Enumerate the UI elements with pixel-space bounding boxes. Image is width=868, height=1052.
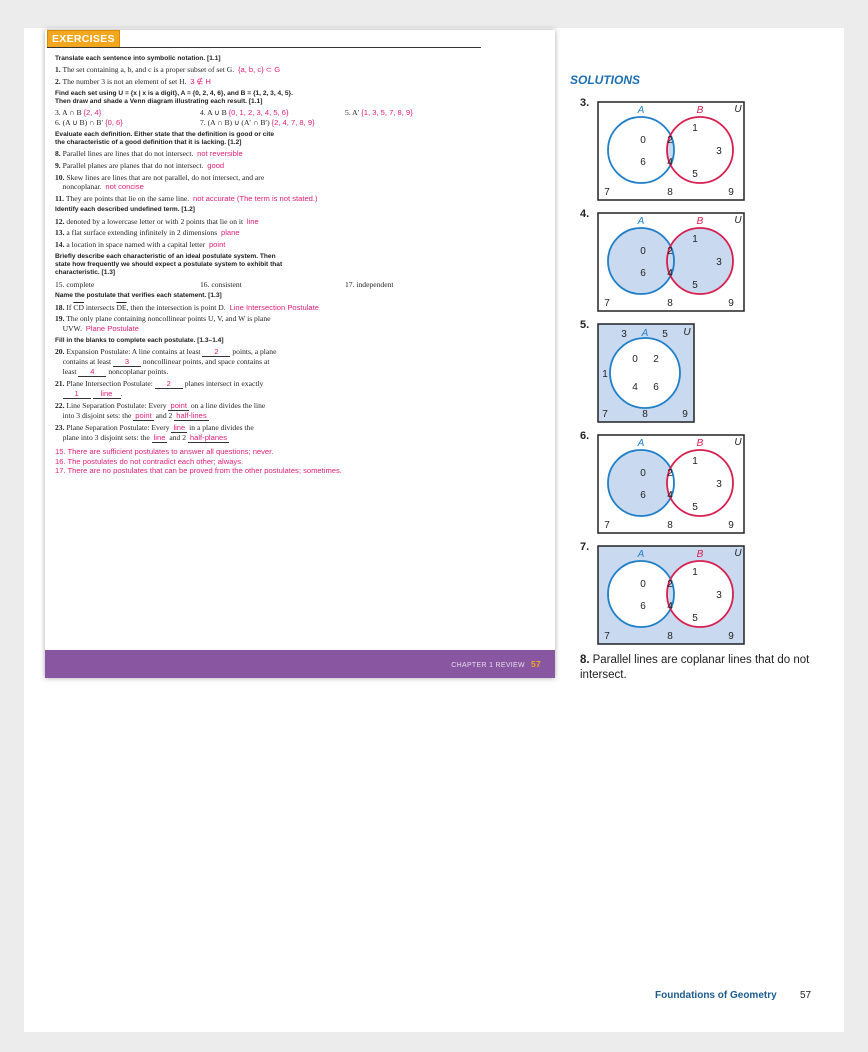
exercise-item: 16. consistent	[200, 279, 242, 289]
svg-text:0: 0	[632, 354, 638, 365]
svg-text:2: 2	[667, 579, 673, 590]
svg-text:5: 5	[692, 280, 698, 291]
section-heading: Briefly describe each characteristic of an ideal postulate system. Then state how frequently we should expect a postulate system to exhibit that characteristic. [1.3]	[55, 252, 283, 277]
svg-text:4: 4	[667, 268, 673, 279]
svg-text:1: 1	[692, 123, 698, 134]
answer-text: {a, b, c} ⊂ G	[237, 65, 281, 75]
venn-diagram-5	[597, 323, 695, 423]
exercise-row	[55, 280, 495, 290]
svg-text:8: 8	[642, 409, 648, 420]
svg-text:7: 7	[604, 298, 610, 309]
svg-text:7: 7	[604, 631, 610, 642]
svg-text:8: 8	[667, 298, 673, 309]
exercise-item: 10. Skew lines are lines that are not parallel, do not intersect, and are noncoplanar. not concise	[55, 172, 265, 192]
svg-text:2: 2	[653, 354, 659, 365]
svg-text:1: 1	[692, 567, 698, 578]
exercise-item: 14. a location in space named with a capital letter point	[55, 239, 226, 249]
svg-text:2: 2	[667, 468, 673, 479]
section-heading: Fill in the blanks to complete each postulate. [1.3–1.4]	[55, 336, 224, 344]
svg-text:6: 6	[640, 601, 646, 612]
exercise-item: 23. Plane Separation Postulate: Every line in a plane divides the plane into 3 disjoint sets: the line and 2 half-planes	[55, 422, 254, 442]
label-a: A	[637, 438, 645, 449]
svg-text:4: 4	[632, 382, 638, 393]
label-u: U	[734, 437, 742, 448]
solution-number-6: 6.	[580, 430, 590, 442]
exercise-item: 20. Expansion Postulate: A line contains at least 2 points, a plane contains at least 3 noncollinear points, and space contains at least 4 noncoplanar points.	[55, 346, 277, 376]
answer-16: 16. The postulates do not contradict each other; always.	[55, 456, 244, 466]
header-rule	[47, 47, 481, 48]
exercise-item: 11. They are points that lie on the same line. not accurate (The term is not stated.)	[55, 193, 318, 203]
svg-text:8: 8	[667, 187, 673, 198]
svg-text:7: 7	[604, 520, 610, 531]
footer-title: Foundations of Geometry	[655, 990, 777, 1001]
svg-text:9: 9	[728, 631, 734, 642]
exercise-row	[55, 118, 495, 128]
svg-text:3: 3	[716, 146, 722, 157]
exercise-item: 8. Parallel lines are lines that do not intersect. not reversible	[55, 149, 243, 159]
svg-text:1: 1	[692, 234, 698, 245]
exercise-item: 15. complete	[55, 279, 95, 289]
footer-page-number: 57	[800, 990, 812, 1001]
svg-text:2: 2	[667, 246, 673, 257]
exercise-item: 21. Plane Intersection Postulate: 2 planes intersect in exactly 1 line .	[55, 378, 264, 398]
svg-text:1: 1	[692, 456, 698, 467]
svg-text:4: 4	[667, 601, 673, 612]
answer-text: 3 ∉ H	[190, 77, 211, 86]
svg-text:9: 9	[728, 520, 734, 531]
chapter-page-number: 57	[530, 659, 541, 669]
exercise-item: 9. Parallel planes are planes that do not intersect. good	[55, 161, 225, 170]
answer-17: 17. There are no postulates that can be proved from the other postulates; sometimes.	[55, 466, 342, 476]
circle-a	[610, 338, 680, 408]
solution-8-text: Parallel lines are coplanar lines that do not intersect.	[580, 654, 810, 681]
svg-text:0: 0	[640, 246, 646, 257]
exercise-item: 2. The number 3 is not an element of set H. 3 ∉ H	[55, 77, 211, 86]
svg-text:8: 8	[667, 631, 673, 642]
svg-text:0: 0	[640, 135, 646, 146]
solution-8	[580, 653, 810, 683]
svg-text:7: 7	[604, 187, 610, 198]
venn-diagram-4	[597, 212, 745, 312]
exercise-item: 3. A ∩ B {2, 4}	[55, 108, 102, 118]
section-heading: Evaluate each definition. Either state that the definition is good or cite the characteristic of a good definition that it is lacking. [1.2]	[55, 130, 275, 146]
svg-text:2: 2	[667, 135, 673, 146]
svg-text:1: 1	[602, 369, 608, 380]
svg-text:3: 3	[716, 590, 722, 601]
solution-8-number: 8.	[580, 654, 590, 666]
exercises-header	[47, 29, 481, 49]
exercise-item: 22. Line Separation Postulate: Every point on a line divides the line into 3 disjoint sets: the point and 2 half-lines	[55, 400, 266, 420]
label-u: U	[734, 215, 742, 226]
exercise-item: 17. independent	[345, 279, 394, 289]
label-b: B	[696, 105, 704, 116]
svg-text:9: 9	[728, 187, 734, 198]
exercise-item: 19. The only plane containing noncollinear points U, V, and W is plane UVW. Plane Postulate	[55, 314, 271, 333]
section-heading: Identify each described undefined term. [1.2]	[55, 206, 195, 214]
venn-diagram-3	[597, 101, 745, 201]
solution-number-7: 7.	[580, 541, 590, 553]
chapter-footer-bar	[45, 650, 555, 678]
svg-text:5: 5	[692, 502, 698, 513]
solution-number-5: 5.	[580, 319, 590, 331]
answer-15: 15. There are sufficient postulates to answer all questions; never.	[55, 446, 274, 456]
svg-text:9: 9	[728, 298, 734, 309]
exercise-item: 7. (A ∩ B) ∪ (A′ ∩ B′) {2, 4, 7, 8, 9}	[200, 118, 315, 127]
exercise-item: 18. If $\overline{CD}$ intersects $\overline{DE}$, then the intersection is point D. Line Intersection Postulate	[55, 302, 319, 312]
label-b: B	[696, 216, 704, 227]
svg-text:6: 6	[640, 157, 646, 168]
label-a: A	[637, 105, 645, 116]
section-heading: Find each set using U = {x | x is a digit}, A = {0, 2, 4, 6}, and B = {1, 2, 3, 4, 5}. Then draw and shade a Venn diagram illustrating each result. [1.1]	[55, 89, 293, 105]
exercise-item: 4. A ∪ B {0, 1, 2, 3, 4, 5, 6}	[200, 108, 289, 118]
exercise-list	[55, 52, 495, 476]
venn-diagram-7	[597, 545, 745, 645]
exercise-item: 13. a flat surface extending infinitely in 2 dimensions plane	[55, 228, 240, 238]
label-a: A	[641, 328, 649, 339]
label-a: A	[637, 549, 645, 560]
exercise-item: 5. A′ {1, 3, 5, 7, 8, 9}	[345, 108, 413, 118]
label-u: U	[734, 104, 742, 115]
svg-text:3: 3	[716, 257, 722, 268]
solutions-title: SOLUTIONS	[570, 73, 641, 87]
solution-number-3: 3.	[580, 97, 590, 109]
chapter-footer-label: CHAPTER 1 REVIEW 57	[451, 659, 541, 669]
exercises-tag: EXERCISES	[47, 30, 120, 48]
svg-text:5: 5	[692, 169, 698, 180]
svg-text:0: 0	[640, 579, 646, 590]
svg-text:5: 5	[692, 613, 698, 624]
solution-number-4: 4.	[580, 208, 590, 220]
svg-text:5: 5	[662, 329, 668, 340]
svg-text:6: 6	[640, 490, 646, 501]
section-heading: Translate each sentence into symbolic notation. [1.1]	[55, 55, 221, 62]
svg-text:9: 9	[682, 409, 688, 420]
svg-text:4: 4	[667, 490, 673, 501]
svg-text:3: 3	[716, 479, 722, 490]
section-heading: Name the postulate that verifies each statement. [1.3]	[55, 292, 222, 300]
label-u: U	[734, 548, 742, 559]
svg-text:0: 0	[640, 468, 646, 479]
svg-text:6: 6	[640, 268, 646, 279]
svg-text:6: 6	[653, 382, 659, 393]
exercise-item: 6. (A ∪ B) ∩ B′ {0, 6}	[55, 118, 123, 127]
label-a: A	[637, 216, 645, 227]
exercise-row	[55, 108, 495, 118]
label-b: B	[696, 549, 704, 560]
svg-text:7: 7	[602, 409, 608, 420]
svg-text:3: 3	[621, 329, 627, 340]
exercise-item: 12. denoted by a lowercase letter or with 2 points that lie on it line	[55, 216, 259, 226]
exercise-item: 1. The set containing a, b, and c is a proper subset of set G. {a, b, c} ⊂ G	[55, 65, 281, 75]
svg-text:4: 4	[667, 157, 673, 168]
label-u: U	[683, 327, 691, 338]
svg-text:8: 8	[667, 520, 673, 531]
label-b: B	[696, 438, 704, 449]
venn-diagram-6	[597, 434, 745, 534]
